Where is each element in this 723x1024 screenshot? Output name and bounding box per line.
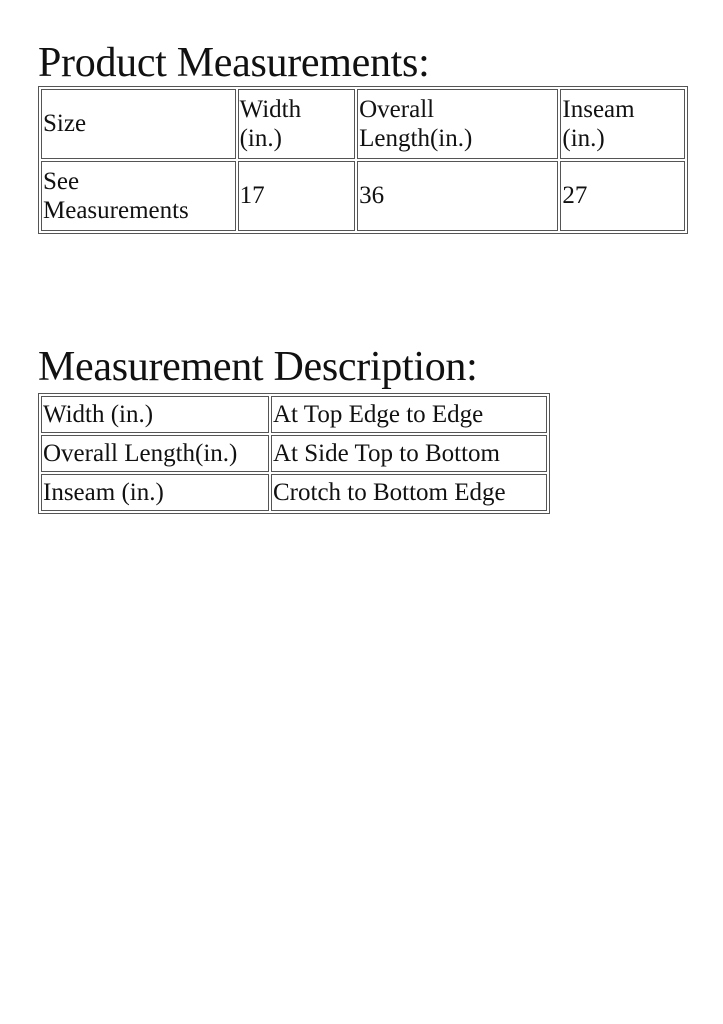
product-measurements-title: Product Measurements: — [38, 40, 430, 86]
description-text: At Side Top to Bottom — [271, 435, 547, 472]
description-label: Width (in.) — [41, 396, 269, 433]
size-line-1: See — [43, 167, 80, 195]
header-size-label: Size — [43, 110, 87, 138]
header-overall-length-line-1: Overall — [359, 95, 435, 123]
inseam-value: 27 — [560, 161, 685, 231]
header-inseam-line-2: (in.) — [562, 125, 605, 152]
header-width — [238, 89, 356, 159]
header-overall-length — [357, 89, 558, 159]
header-size — [41, 89, 236, 159]
table-header-row — [41, 89, 685, 159]
header-inseam — [560, 89, 685, 159]
width-value: 17 — [238, 161, 356, 231]
description-text: Crotch to Bottom Edge — [271, 474, 547, 511]
product-measurements-table — [38, 86, 688, 234]
size-line-2: Measurements — [43, 197, 189, 224]
measurement-description-table — [38, 393, 550, 514]
description-text: At Top Edge to Edge — [271, 396, 547, 433]
description-label: Inseam (in.) — [41, 474, 269, 511]
header-inseam-line-1: Inseam — [562, 95, 635, 123]
size-cell — [41, 161, 236, 231]
table-row — [41, 474, 547, 511]
table-row — [41, 396, 547, 433]
measurement-description-title: Measurement Description: — [38, 344, 478, 390]
table-row — [41, 435, 547, 472]
description-label: Overall Length(in.) — [41, 435, 269, 472]
overall-length-value: 36 — [357, 161, 558, 231]
table-row — [41, 161, 685, 231]
header-width-line-1: Width — [239, 95, 302, 123]
header-width-line-2: (in.) — [239, 125, 282, 152]
header-overall-length-line-2: Length(in.) — [359, 125, 473, 152]
